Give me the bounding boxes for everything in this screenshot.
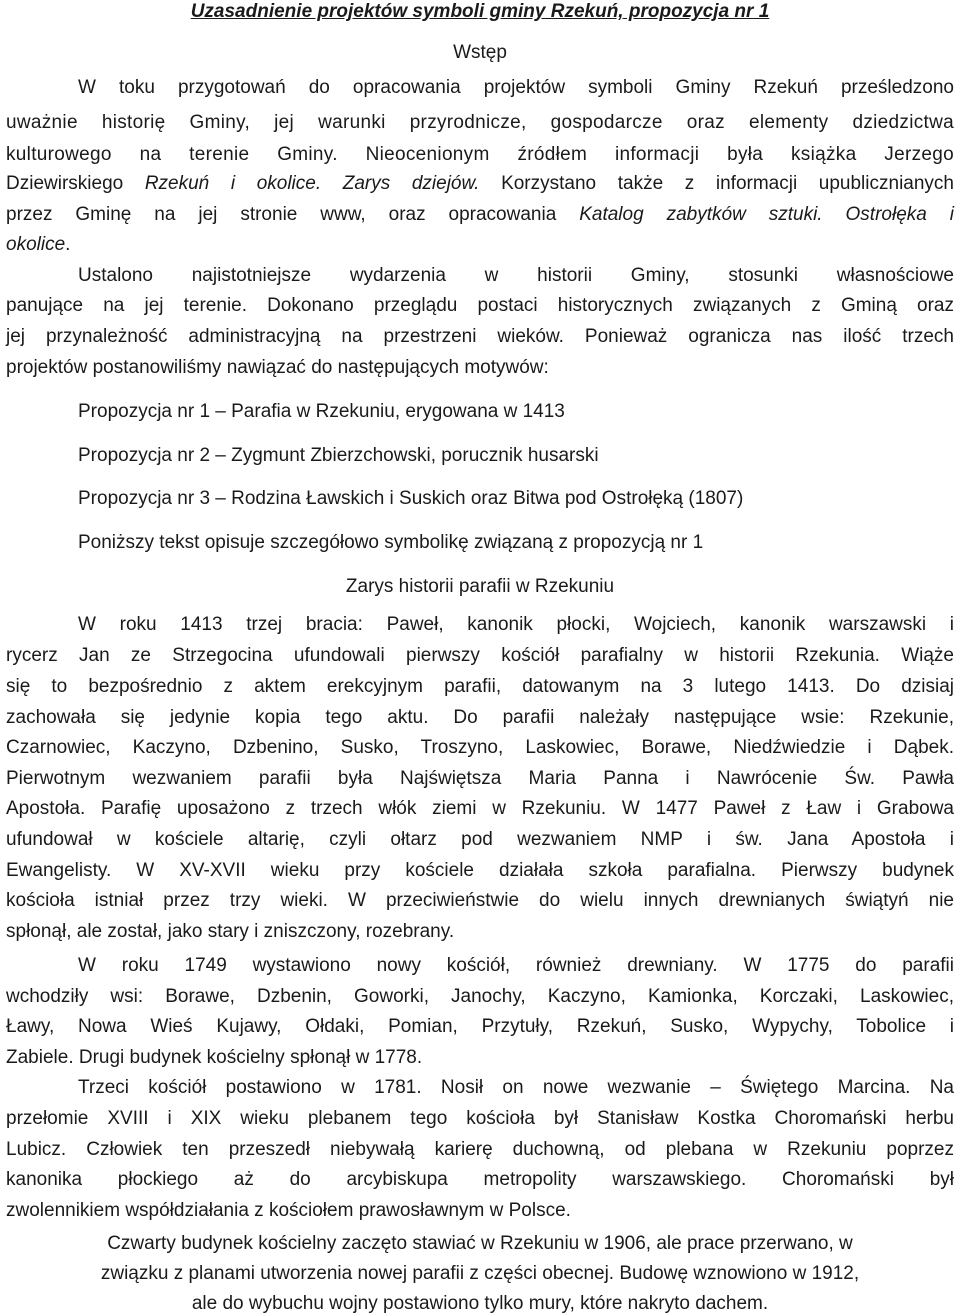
intro-line: W toku przygotowań do opracowania projektów symboli Gminy Rzekuń prześledzono: [78, 77, 954, 98]
history-line: kanonika płockiego aż do arcybiskupa metropolity warszawskiego. Choromański był: [6, 1169, 954, 1190]
intro-text: .: [65, 234, 71, 255]
intro-text: przez Gminę na jej stronie www, oraz opracowania: [6, 204, 580, 225]
history-line: spłonął, ale został, jako stary i zniszczony, rozebrany.: [6, 921, 455, 942]
history-line: przełomie XVIII i XIX wieku plebanem tego kościoła był Stanisław Kostka Choromański herbu: [6, 1108, 954, 1129]
intro-line: uważnie historię Gminy, jej warunki przyrodnicze, gospodarcze oraz elementy dziedzictwa: [6, 112, 954, 133]
history-line: związku z planami utworzenia nowej parafii z części obecnej. Budowę wznowiono w 1912,: [100, 1263, 860, 1284]
history-line: W roku 1413 trzej bracia: Paweł, kanonik płocki, Wojciech, kanonik warszawski i: [78, 614, 954, 635]
history-line: zachowała się jedynie kopia tego aktu. Do parafii należały następujące wsie: Rzekunie,: [6, 707, 954, 728]
history-line: ale do wybuchu wojny postawiono tylko mury, które nakryto dachem.: [191, 1293, 769, 1314]
history-line: Lubicz. Człowiek ten przeszedł niebywałą karierę duchowną, od plebana w Rzekuniu poprzez: [6, 1139, 954, 1160]
history-line: wchodziły wsi: Borawe, Dzbenin, Goworki, Janochy, Kaczyno, Kamionka, Korczaki, Laskowiec,: [6, 986, 954, 1007]
history-line: Ławy, Nowa Wieś Kujawy, Ołdaki, Pomian, Przytuły, Rzekuń, Susko, Wypychy, Tobolice i: [6, 1016, 954, 1037]
intro-line-catalog: [6, 203, 954, 227]
history-line: Czwarty budynek kościelny zaczęto stawiać w Rzekuniu w 1906, ale prace przerwano, w: [107, 1233, 853, 1254]
proposal-item: Propozycja nr 1 – Parafia w Rzekuniu, erygowana w 1413: [78, 401, 565, 422]
intro-line-citation: [6, 172, 954, 196]
history-line: Trzeci kościół postawiono w 1781. Nosił on nowe wezwanie – Świętego Marcina. Na: [78, 1077, 954, 1098]
intro-line: jej przynależność administracyjną na przestrzeni wieków. Ponieważ ogranicza nas ilość trzech: [6, 326, 954, 347]
intro-line: panujące na jej terenie. Dokonano przeglądu postaci historycznych związanych z Gminą oraz: [6, 295, 954, 316]
intro-line: projektów postanowiliśmy nawiązać do następujących motywów:: [6, 357, 549, 378]
history-line: Zabiele. Drugi budynek kościelny spłonął w 1778.: [6, 1047, 423, 1068]
intro-line-catalog-end: [6, 233, 954, 257]
history-line: zwolennikiem współdziałania z kościołem prawosławnym w Polsce.: [6, 1200, 571, 1221]
proposal-note: Poniższy tekst opisuje szczegółowo symbolikę związaną z propozycją nr 1: [78, 532, 704, 553]
document-title: Uzasadnienie projektów symboli gminy Rzekuń, propozycja nr 1: [190, 1, 770, 22]
history-line: Apostoła. Parafię uposażono z trzech włók ziemi w Rzekuniu. W 1477 Paweł z Ław i Grabowa: [6, 798, 954, 819]
history-line: Ewangelisty. W XV-XVII wieku przy kościele działała szkoła parafialna. Pierwszy budynek: [6, 860, 954, 881]
proposal-item: Propozycja nr 2 – Zygmunt Zbierzchowski, porucznik husarski: [78, 445, 599, 466]
history-line: ufundował w kościele altarię, czyli ołtarz pod wezwaniem NMP i św. Jana Apostoła i: [6, 829, 954, 850]
history-line: kościoła istniał przez trzy wieki. W przeciwieństwie do wielu innych drewnianych świątyń nie: [6, 890, 954, 911]
intro-heading: Wstęp: [453, 42, 507, 63]
history-line: W roku 1749 wystawiono nowy kościół, również drewniany. W 1775 do parafii: [78, 955, 954, 976]
history-heading: Zarys historii parafii w Rzekuniu: [345, 576, 615, 597]
intro-text: Dziewirskiego: [6, 173, 145, 194]
book-title: Rzekuń i okolice. Zarys dziejów.: [144, 173, 480, 194]
proposal-item: Propozycja nr 3 – Rodzina Ławskich i Suskich oraz Bitwa pod Ostrołęką (1807): [78, 488, 744, 509]
intro-text: Korzystano także z informacji upublicznianych: [479, 173, 954, 194]
intro-line: kulturowego na terenie Gminy. Nieocenionym źródłem informacji była książka Jerzego: [6, 144, 954, 165]
history-line: Pierwotnym wezwaniem parafii była Najświętsza Maria Panna i Nawrócenie Św. Pawła: [6, 768, 954, 789]
history-line: Czarnowiec, Kaczyno, Dzbenino, Susko, Troszyno, Laskowiec, Borawe, Niedźwiedzie i Dąbek.: [6, 737, 954, 758]
catalog-title: Katalog zabytków sztuki. Ostrołęka i: [579, 204, 954, 225]
catalog-title-end: okolice: [6, 234, 66, 255]
history-line: się to bezpośrednio z aktem erekcyjnym parafii, datowanym na 3 lutego 1413. Do dzisiaj: [6, 676, 954, 697]
history-line: rycerz Jan ze Strzegocina ufundowali pierwszy kościół parafialny w historii Rzekunia. Wiąże: [6, 645, 954, 666]
intro-line: Ustalono najistotniejsze wydarzenia w historii Gminy, stosunki własnościowe: [78, 265, 954, 286]
